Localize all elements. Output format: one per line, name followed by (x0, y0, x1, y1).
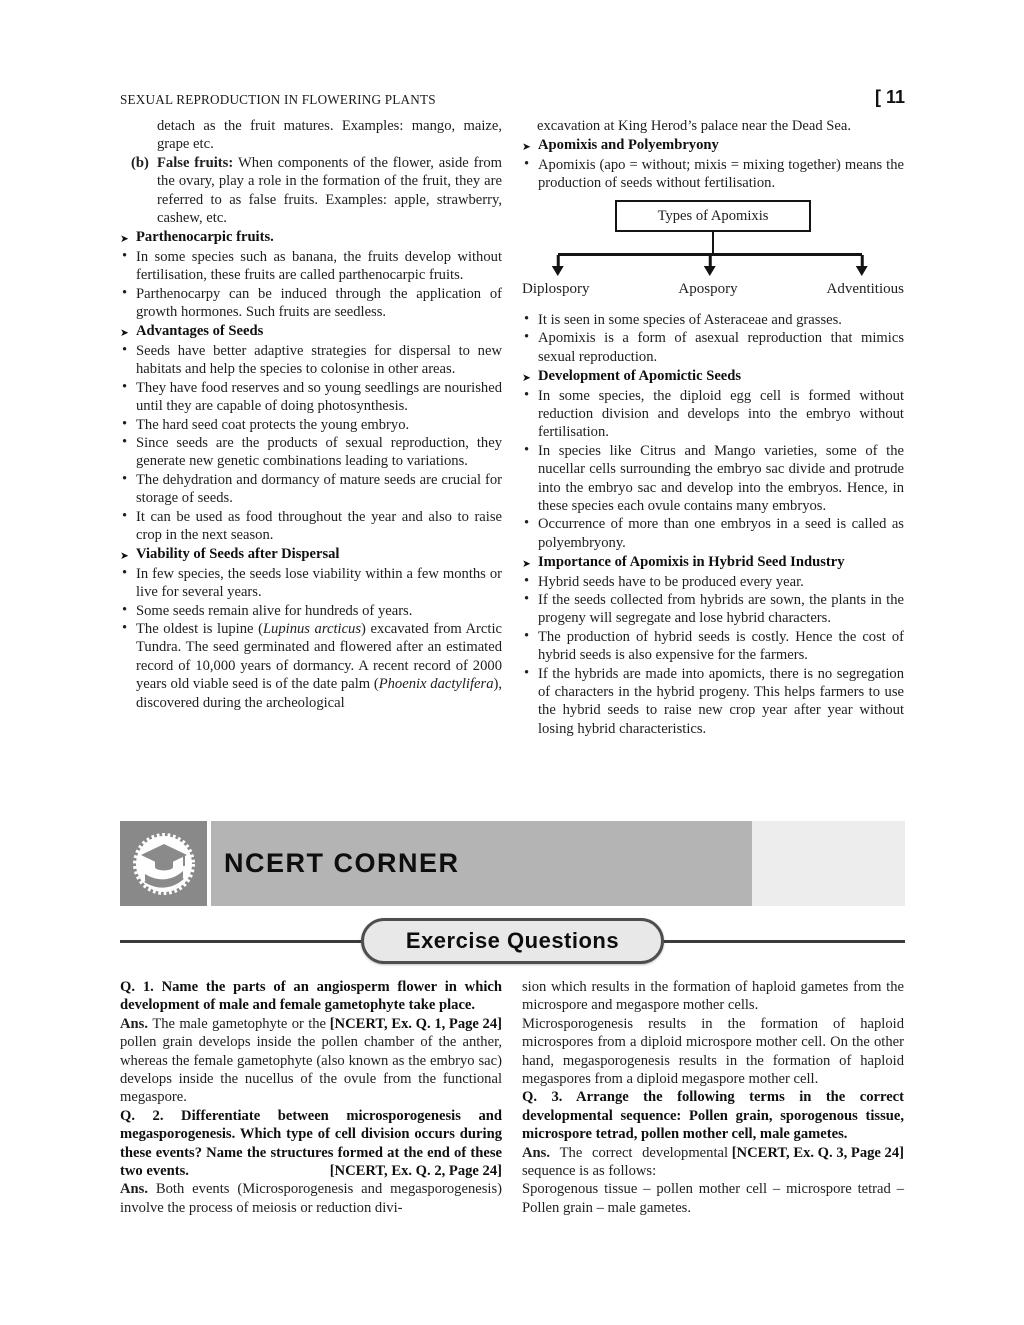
diagram-root-box (615, 200, 811, 232)
text-segment: The male gametophyte or the pollen grain develops inside the pollen chamber of the anther, whereas the female gametophyte (also known as the embryo sac) develops inside the nucellus of the ovule from the functional megaspore. (120, 1015, 502, 1106)
question-source-ref: [NCERT, Ex. Q. 1, Page 24] (326, 1015, 502, 1032)
bullet-dot-icon: • (122, 247, 128, 264)
page-content (120, 84, 905, 1217)
answer-block (120, 1180, 502, 1217)
bullet-item (522, 591, 904, 628)
bullet-item (522, 387, 904, 442)
ncert-corner-title: NCERT CORNER (224, 848, 460, 878)
section-heading (120, 228, 502, 246)
bullet-dot-icon: • (122, 470, 128, 487)
arrow-down-icon (861, 255, 864, 267)
bullet-text (538, 443, 904, 514)
bullet-dot-icon: • (524, 572, 530, 589)
arrow-down-icon (557, 255, 560, 267)
exercise-questions-title: Exercise Questions (361, 918, 664, 964)
text-segment: Name the parts of an angiosperm flower in which development of male and female gametophyte take place. (120, 979, 502, 1014)
section-heading (522, 553, 904, 571)
text-segment: ) excavated from Arctic Tundra. The seed germinated and flowered after an estimated record of 10,000 years of dormancy. A recent record of 2000 years old viable seed is of the date palm ( (136, 620, 502, 693)
bullet-text (538, 157, 904, 191)
bullet-dot-icon: • (524, 591, 530, 608)
bullet-item (120, 342, 502, 379)
text-segment: The hard seed coat protects the young embryo. (136, 416, 410, 433)
section-heading (120, 322, 502, 340)
diagram-leaf-labels (522, 280, 904, 298)
text-segment: ), discovered during the archeological (136, 676, 503, 711)
bullet-item (120, 508, 502, 545)
text-segment: They have food reserves and so young seedlings are nourished until they are capable of doing photosynthesis. (136, 379, 502, 415)
exercise-questions-divider (120, 915, 905, 967)
question-number: Q. 3. (522, 1089, 577, 1106)
diagram-leaf-label: Apospory (678, 280, 738, 297)
bullet-item (120, 248, 502, 285)
text-segment: If the seeds collected from hybrids are sown, the plants in the progeny will segregate and lose hybrid characters. (538, 592, 904, 627)
page-header (120, 84, 905, 108)
bullet-text (538, 592, 904, 626)
text-segment: Parthenocarpy can be induced through the application of growth hormones. Such fruits are seedless. (136, 285, 502, 321)
bullet-dot-icon: • (122, 284, 128, 301)
heading-text (136, 546, 340, 562)
section-heading (522, 367, 904, 385)
question-source-ref: [NCERT, Ex. Q. 2, Page 24] (326, 1163, 502, 1180)
paragraph (522, 1180, 904, 1217)
answer-label: Ans. (120, 1181, 156, 1198)
bullet-item (522, 311, 904, 329)
text-segment: It is seen in some species of Asteraceae and grasses. (538, 311, 842, 328)
bullet-dot-icon: • (122, 619, 128, 636)
bullet-text (136, 603, 412, 619)
text-segment: Hybrid seeds have to be produced every year. (538, 573, 804, 590)
text-segment: Some seeds remain alive for hundreds of years. (136, 602, 413, 619)
text-segment: In few species, the seeds lose viability within a few months or live for several years. (136, 565, 502, 601)
text-segment: Parthenocarpic fruits. (136, 229, 274, 246)
bullet-text (538, 312, 842, 328)
divider-rule-left (120, 940, 361, 943)
bullet-text (136, 380, 502, 414)
ncert-banner-light-strip (752, 821, 905, 906)
bullet-text (538, 388, 904, 441)
item-letter-label: (b) (131, 154, 149, 171)
text-segment: If the hybrids are made into apomicts, there is no segregation of characters in the hybrid progeny. This helps farmers to use the hybrid seeds to raise new crop year after year without losing hybrid characteristics. (538, 665, 904, 737)
paragraph (522, 1015, 904, 1089)
running-title: SEXUAL REPRODUCTION IN FLOWERING PLANTS (120, 92, 436, 107)
bullet-text (136, 417, 409, 433)
text-segment: Lupinus arcticus (262, 620, 362, 637)
diagram-branch-line (558, 253, 862, 256)
item-text (157, 155, 502, 226)
diagram-root-label: Types of Apomixis (657, 207, 769, 224)
text-segment: Microsporogenesis results in the formation of haploid microspores from a diploid microspore mother cell. On the other hand, megasporogenesis results in the formation of haploid megaspores from a diploid megaspore mother cell. (522, 1015, 904, 1088)
bullet-item (522, 156, 904, 193)
notes-section (120, 117, 905, 807)
apomixis-types-diagram (522, 200, 904, 298)
bullet-dot-icon: • (122, 507, 128, 524)
exercise-right-column (522, 978, 904, 1217)
bullet-item (522, 442, 904, 516)
text-segment: sion which results in the formation of haploid gametes from the microspore and megaspore mother cells. (522, 979, 904, 1014)
answer-label: Ans. (120, 1015, 153, 1032)
bullet-item (120, 471, 502, 508)
text-segment: Development of Apomictic Seeds (538, 368, 742, 385)
section-heading (522, 136, 904, 154)
bullet-item (120, 416, 502, 434)
text-segment: The dehydration and dormancy of mature seeds are crucial for storage of seeds. (136, 471, 502, 507)
bullet-text (136, 509, 502, 543)
notes-left-column (120, 117, 502, 807)
text-segment: In some species, the diploid egg cell is formed without reduction division and develops into the embryo without fertilisation. (538, 387, 904, 441)
exercise-section (120, 978, 905, 1217)
text-segment: Occurrence of more than one embryos in a seed is called as polyembryony. (538, 516, 904, 551)
text-segment: detach as the fruit matures. Examples: mango, maize, grape etc. (157, 118, 502, 153)
text-segment: Apomixis (apo = without; mixis = mixing together) means the production of seeds without fertilisation. (538, 156, 904, 192)
bullet-text (538, 516, 904, 550)
text-segment: Differentiate between microsporogenesis and megasporogenesis. Which type of cell division occurs during these events? Name the structures formed at the end of these two events. (120, 1107, 502, 1180)
page-number: [ 11 (874, 87, 905, 107)
graduation-cap-books-icon (130, 830, 198, 898)
notes-right-column (522, 117, 904, 807)
bullet-dot-icon: • (122, 564, 128, 581)
bullet-dot-icon: • (524, 627, 530, 644)
arrow-bullet-icon: ➤ (522, 141, 531, 154)
bullet-item (120, 379, 502, 416)
bullet-text (136, 286, 502, 320)
bullet-text (136, 472, 502, 506)
text-segment: False fruits: (157, 154, 239, 171)
bullet-text (136, 435, 502, 469)
bullet-text (136, 343, 502, 377)
bullet-item (120, 565, 502, 602)
text-segment: Viability of Seeds after Dispersal (136, 546, 340, 563)
paragraph (120, 117, 502, 154)
bullet-dot-icon: • (524, 515, 530, 532)
bullet-dot-icon: • (524, 441, 530, 458)
paragraph (522, 117, 904, 135)
text-segment: Apomixis is a form of asexual reproduction that mimics sexual reproduction. (538, 330, 904, 365)
bullet-text (538, 666, 904, 737)
heading-text (538, 554, 845, 570)
ncert-banner-bar (211, 821, 752, 906)
lettered-item (120, 154, 502, 228)
bullet-item (522, 573, 904, 591)
question-source-ref: [NCERT, Ex. Q. 3, Page 24] (728, 1144, 904, 1161)
answer-label: Ans. (522, 1144, 560, 1161)
bullet-dot-icon: • (122, 341, 128, 358)
heading-text (136, 323, 263, 339)
bullet-dot-icon: • (524, 329, 530, 346)
bullet-text (136, 566, 502, 600)
heading-text (538, 368, 741, 384)
paragraph (522, 978, 904, 1015)
text-segment: Arrange the following terms in the correct developmental sequence: Pollen grain, sporogenous tissue, microspore tetrad, pollen mother cell, male gametes. (522, 1089, 905, 1143)
bullet-item (522, 515, 904, 552)
bullet-dot-icon: • (524, 155, 530, 172)
question-number: Q. 2. (120, 1107, 182, 1124)
bullet-text (136, 621, 502, 711)
heading-text (136, 229, 274, 245)
question-block (120, 1107, 502, 1181)
text-segment: The production of hybrid seeds is costly. Hence the cost of hybrid seeds is also expensive for the farmers. (538, 628, 904, 664)
bullet-dot-icon: • (122, 415, 128, 432)
ncert-corner-banner (120, 821, 905, 906)
bullet-text (538, 330, 904, 364)
question-text (522, 1089, 904, 1142)
ncert-badge (120, 821, 207, 906)
bullet-item (522, 665, 904, 739)
bullet-item (120, 434, 502, 471)
text-segment: It can be used as food throughout the year and also to raise crop in the next season. (136, 508, 502, 543)
divider-rule-right (664, 940, 905, 943)
text-segment: Advantages of Seeds (136, 323, 264, 340)
text-segment: When components of the flower, aside from the ovary, play a role in the formation of the fruit, they are referred to as false fruits. Examples: apple, strawberry, cashew, etc. (157, 154, 502, 227)
bullet-item (120, 602, 502, 620)
arrow-bullet-icon: ➤ (120, 550, 129, 563)
text-segment: The oldest is lupine ( (136, 620, 263, 637)
bullet-dot-icon: • (524, 664, 530, 681)
bullet-dot-icon: • (122, 433, 128, 450)
diagram-leaf-label: Diplospory (522, 280, 590, 297)
question-text (120, 979, 502, 1013)
bullet-item (522, 628, 904, 665)
exercise-left-column (120, 978, 502, 1217)
arrow-down-icon (709, 255, 712, 267)
text-segment: In species like Citrus and Mango varieties, some of the nucellar cells surrounding the embryo sac divide and protrude into the embryo sac and develop into the embryos. Hence, in these species each ovule contains many embryos. (538, 442, 904, 514)
arrow-bullet-icon: ➤ (522, 372, 531, 385)
bullet-dot-icon: • (122, 601, 128, 618)
text-segment: Apomixis and Polyembryony (538, 137, 719, 154)
text-segment: Seeds have better adaptive strategies for dispersal to new habitats and help the species to colonise in other areas. (136, 342, 502, 378)
text-segment: Phoenix dactylifera (378, 676, 494, 693)
text-segment: excavation at King Herod’s palace near the Dead Sea. (537, 118, 852, 134)
bullet-item (120, 620, 502, 712)
bullet-text (538, 629, 904, 663)
heading-text (538, 137, 719, 153)
diagram-connector-line (712, 232, 715, 253)
bullet-item (522, 329, 904, 366)
text-segment: Both events (Microsporogenesis and megasporogenesis) involve the process of meiosis or reduction divi- (120, 1181, 502, 1216)
text-segment: Since seeds are the products of sexual reproduction, they generate new genetic combinations leading to variations. (136, 434, 502, 470)
text-segment: Sporogenous tissue – pollen mother cell – microspore tetrad – Pollen grain – male gametes. (522, 1181, 904, 1216)
bullet-dot-icon: • (524, 310, 530, 327)
text-segment: In some species such as banana, the fruits develop without fertilisation, these fruits are called parthenocarpic fruits. (136, 248, 502, 284)
arrow-bullet-icon: ➤ (120, 327, 129, 340)
bullet-item (120, 285, 502, 322)
text-segment: Importance of Apomixis in Hybrid Seed Industry (538, 554, 845, 571)
arrow-bullet-icon: ➤ (120, 233, 129, 246)
arrow-bullet-icon: ➤ (522, 558, 531, 571)
question-number: Q. 1. (120, 979, 162, 995)
bullet-text (538, 574, 804, 590)
diagram-leaf-label: Adventitious (826, 280, 904, 297)
bullet-dot-icon: • (122, 378, 128, 395)
bullet-dot-icon: • (524, 386, 530, 403)
section-heading (120, 545, 502, 563)
bullet-text (136, 249, 502, 283)
text-segment: The correct developmental sequence is as follows: (522, 1144, 729, 1180)
